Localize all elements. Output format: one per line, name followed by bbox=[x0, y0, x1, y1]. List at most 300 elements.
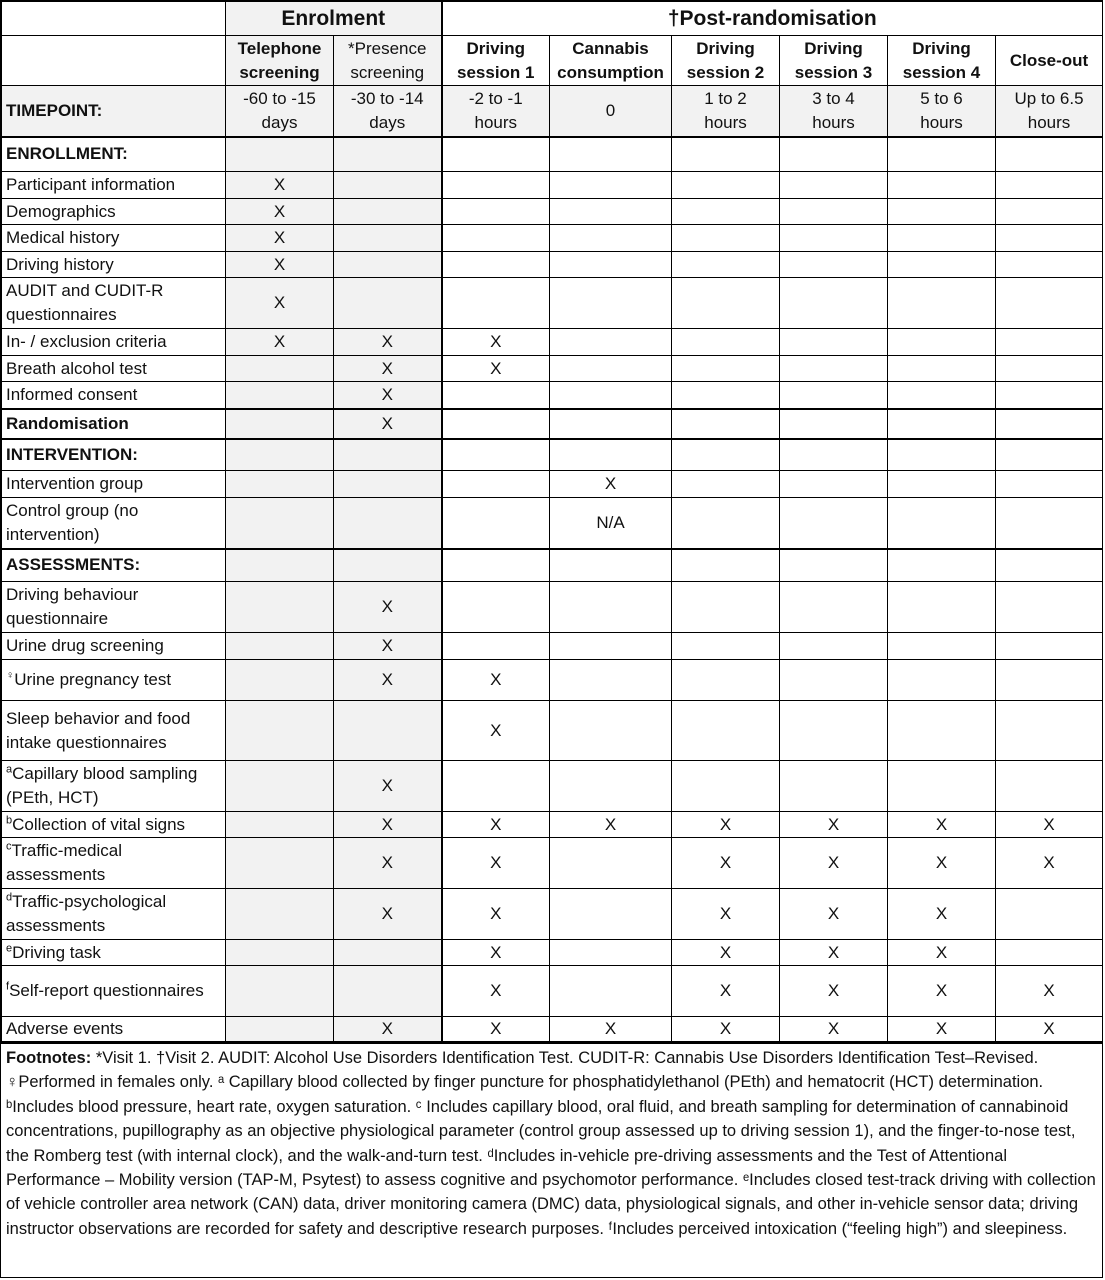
section-label: ASSESSMENTS: bbox=[2, 549, 226, 582]
row-label-text: Driving task bbox=[12, 942, 101, 962]
mark-cell: X bbox=[442, 660, 550, 701]
empty-cell bbox=[780, 137, 888, 172]
empty-cell bbox=[780, 199, 888, 225]
row-label-text: Capillary blood sampling (PEth, HCT) bbox=[6, 764, 198, 807]
empty-cell bbox=[672, 382, 780, 409]
mark-cell: X bbox=[888, 838, 996, 889]
col-header-driving-session-3: Driving session 3 bbox=[780, 36, 888, 86]
empty-cell bbox=[226, 356, 334, 382]
empty-cell bbox=[442, 549, 550, 582]
row-label bbox=[2, 761, 226, 812]
empty-cell bbox=[996, 382, 1103, 409]
empty-cell bbox=[780, 329, 888, 356]
mark-cell: X bbox=[442, 329, 550, 356]
empty-cell bbox=[334, 199, 442, 225]
table-row bbox=[2, 225, 1103, 252]
row-label bbox=[2, 172, 226, 199]
empty-cell bbox=[550, 382, 672, 409]
col-header-cannabis-consumption: Cannabis consumption bbox=[550, 36, 672, 86]
row-label-text: Informed consent bbox=[6, 384, 138, 404]
empty-cell bbox=[442, 172, 550, 199]
table-row bbox=[2, 660, 1103, 701]
empty-cell bbox=[888, 225, 996, 252]
empty-cell bbox=[996, 701, 1103, 761]
empty-cell bbox=[996, 329, 1103, 356]
empty-cell bbox=[672, 498, 780, 549]
empty-cell bbox=[550, 172, 672, 199]
empty-cell bbox=[888, 633, 996, 660]
empty-cell bbox=[996, 278, 1103, 329]
row-footnote-marker: ♀ bbox=[6, 669, 15, 682]
empty-cell bbox=[550, 633, 672, 660]
empty-cell bbox=[334, 549, 442, 582]
empty-cell bbox=[780, 252, 888, 278]
empty-cell bbox=[672, 172, 780, 199]
empty-cell bbox=[780, 761, 888, 812]
row-label bbox=[2, 278, 226, 329]
mark-cell: X bbox=[226, 252, 334, 278]
post-randomisation-header: †Post-randomisation bbox=[442, 2, 1103, 36]
row-label-text: Intervention group bbox=[6, 474, 144, 493]
empty-cell bbox=[780, 278, 888, 329]
col-header-driving-session-1: Driving session 1 bbox=[442, 36, 550, 86]
row-footnote-marker: b bbox=[6, 813, 13, 826]
empty-cell bbox=[226, 137, 334, 172]
empty-cell bbox=[442, 409, 550, 439]
empty-cell bbox=[888, 199, 996, 225]
row-label bbox=[2, 940, 226, 966]
row-label-text: In- / exclusion criteria bbox=[6, 332, 167, 351]
mark-cell: X bbox=[996, 966, 1103, 1017]
empty-cell bbox=[780, 582, 888, 633]
mark-cell: X bbox=[226, 329, 334, 356]
empty-cell bbox=[550, 549, 672, 582]
timepoint-cell: 1 to 2 hours bbox=[672, 86, 780, 137]
empty-cell bbox=[672, 701, 780, 761]
mark-cell: X bbox=[888, 1017, 996, 1042]
mark-cell: X bbox=[672, 940, 780, 966]
empty-cell bbox=[780, 172, 888, 199]
section-row-intervention bbox=[2, 439, 1103, 471]
mark-cell: X bbox=[888, 889, 996, 940]
empty-cell bbox=[996, 582, 1103, 633]
empty-cell bbox=[780, 225, 888, 252]
empty-cell bbox=[550, 966, 672, 1017]
row-label-text: Sleep behavior and food intake questionnaires bbox=[6, 708, 191, 752]
row-label bbox=[2, 498, 226, 549]
table-row bbox=[2, 199, 1103, 225]
timepoint-cell: 0 bbox=[550, 86, 672, 137]
footnotes-label: Footnotes: bbox=[6, 1049, 92, 1067]
empty-cell bbox=[334, 278, 442, 329]
row-label bbox=[2, 1017, 226, 1042]
footnotes-body: *Visit 1. †Visit 2. AUDIT: Alcohol Use Disorders Identification Test. CUDIT-R: Cannabis Use Disorders Identification Test–Revised. ♀Performed in females only. ᵃ Capillary blood collected by finger puncture for phosphatidylethanol (PEth) and hematocrit (HCT) determination. ᵇIncludes blood pressure, heart rate, oxygen saturation. ᶜ Includes capillary blood, oral fluid, and breath sampling for determination of cannabinoid concentrations, pupillography as an objective physiological parameter (control group assessed up to driving session 1), and the finger-to-nose test, the Romberg test (with internal clock), and the walk-and-turn test. ᵈIncludes in-vehicle pre-driving assessments and the Test of Attentional Performance – Mobility version (TAP-M, Psytest) to assess cognitive and psychomotor performance. ᵉIncludes closed test-track driving with collection of vehicle controller area network (CAN) data, driver monitoring camera (DMC) data, physiological signals, and other in-vehicle sensor data; driving instructor observations are recorded for safety and descriptive research purposes. ᶠIncludes perceived intoxication (“feeling high”) and sleepiness. bbox=[6, 1049, 1096, 1238]
empty-cell bbox=[888, 356, 996, 382]
empty-cell bbox=[780, 701, 888, 761]
empty-cell bbox=[996, 761, 1103, 812]
empty-cell bbox=[442, 199, 550, 225]
empty-cell bbox=[226, 966, 334, 1017]
row-label-text: Self-report questionnaires bbox=[9, 981, 204, 1000]
mark-cell: X bbox=[672, 1017, 780, 1042]
empty-cell bbox=[780, 549, 888, 582]
empty-cell bbox=[550, 409, 672, 439]
mark-cell: X bbox=[334, 838, 442, 889]
empty-cell bbox=[888, 409, 996, 439]
mark-cell: X bbox=[780, 889, 888, 940]
empty-cell bbox=[780, 409, 888, 439]
row-label bbox=[2, 199, 226, 225]
section-row-enrollment bbox=[2, 137, 1103, 172]
row-footnote-marker: a bbox=[6, 763, 13, 776]
empty-cell bbox=[888, 382, 996, 409]
empty-cell bbox=[888, 498, 996, 549]
empty-cell bbox=[996, 172, 1103, 199]
mark-cell: X bbox=[226, 172, 334, 199]
row-footnote-marker: c bbox=[6, 840, 12, 853]
empty-cell bbox=[550, 582, 672, 633]
empty-cell bbox=[996, 471, 1103, 498]
empty-cell bbox=[780, 660, 888, 701]
mark-cell: X bbox=[334, 582, 442, 633]
empty-cell bbox=[550, 889, 672, 940]
col-header-driving-session-4: Driving session 4 bbox=[888, 36, 996, 86]
table-row bbox=[2, 838, 1103, 889]
empty-cell bbox=[334, 252, 442, 278]
col-header-driving-session-2: Driving session 2 bbox=[672, 36, 780, 86]
empty-cell bbox=[334, 137, 442, 172]
empty-cell bbox=[226, 382, 334, 409]
row-label bbox=[2, 382, 226, 409]
mark-cell: X bbox=[442, 838, 550, 889]
mark-cell: X bbox=[334, 382, 442, 409]
empty-cell bbox=[888, 278, 996, 329]
empty-cell bbox=[996, 889, 1103, 940]
table-row bbox=[2, 172, 1103, 199]
empty-cell bbox=[442, 137, 550, 172]
empty-cell bbox=[550, 137, 672, 172]
empty-cell bbox=[672, 199, 780, 225]
section-label: INTERVENTION: bbox=[2, 439, 226, 471]
row-label-text: AUDIT and CUDIT-R questionnaires bbox=[6, 281, 164, 324]
row-label bbox=[2, 966, 226, 1017]
empty-cell bbox=[334, 471, 442, 498]
row-label bbox=[2, 812, 226, 838]
empty-cell bbox=[226, 660, 334, 701]
mark-cell: X bbox=[780, 940, 888, 966]
table-row bbox=[2, 582, 1103, 633]
empty-cell bbox=[780, 471, 888, 498]
mark-cell: X bbox=[442, 940, 550, 966]
empty-cell bbox=[550, 199, 672, 225]
table-row bbox=[2, 761, 1103, 812]
empty-cell bbox=[888, 137, 996, 172]
row-footnote-marker: e bbox=[6, 941, 13, 954]
row-label-text: Urine pregnancy test bbox=[14, 670, 172, 689]
timepoint-cell: -30 to -14 days bbox=[334, 86, 442, 137]
timepoint-cell: -2 to -1 hours bbox=[442, 86, 550, 137]
empty-cell bbox=[996, 439, 1103, 471]
timepoint-label: TIMEPOINT: bbox=[2, 86, 226, 137]
empty-cell bbox=[888, 761, 996, 812]
table-row bbox=[2, 701, 1103, 761]
empty-cell bbox=[996, 137, 1103, 172]
mark-cell: X bbox=[442, 812, 550, 838]
mark-cell: X bbox=[334, 761, 442, 812]
table-row bbox=[2, 633, 1103, 660]
mark-cell: X bbox=[334, 633, 442, 660]
row-label-text: Randomisation bbox=[6, 413, 129, 433]
empty-cell bbox=[550, 356, 672, 382]
empty-cell bbox=[672, 761, 780, 812]
empty-cell bbox=[672, 549, 780, 582]
empty-cell bbox=[226, 889, 334, 940]
empty-cell bbox=[672, 633, 780, 660]
empty-cell bbox=[226, 940, 334, 966]
empty-cell bbox=[442, 252, 550, 278]
timepoint-cell: 3 to 4 hours bbox=[780, 86, 888, 137]
mark-cell: X bbox=[226, 225, 334, 252]
empty-cell bbox=[550, 439, 672, 471]
row-label bbox=[2, 409, 226, 439]
section-row-assessments bbox=[2, 549, 1103, 582]
empty-cell bbox=[442, 761, 550, 812]
timepoint-cell: 5 to 6 hours bbox=[888, 86, 996, 137]
col-header-telephone-screening: Telephone screening bbox=[226, 36, 334, 86]
row-footnote-marker: d bbox=[6, 891, 13, 904]
mark-cell: X bbox=[780, 1017, 888, 1042]
mark-cell: X bbox=[550, 812, 672, 838]
mark-cell: X bbox=[780, 838, 888, 889]
mark-cell: X bbox=[334, 409, 442, 439]
empty-cell bbox=[550, 225, 672, 252]
mark-cell: X bbox=[672, 966, 780, 1017]
empty-cell bbox=[550, 329, 672, 356]
table-row bbox=[2, 498, 1103, 549]
mark-cell: X bbox=[334, 329, 442, 356]
timepoint-cell: Up to 6.5 hours bbox=[996, 86, 1103, 137]
row-label bbox=[2, 838, 226, 889]
mark-cell: X bbox=[334, 889, 442, 940]
empty-cell bbox=[226, 633, 334, 660]
empty-cell bbox=[672, 137, 780, 172]
empty-cell bbox=[226, 701, 334, 761]
empty-cell bbox=[672, 278, 780, 329]
empty-cell bbox=[888, 660, 996, 701]
table-row bbox=[2, 356, 1103, 382]
mark-cell: N/A bbox=[550, 498, 672, 549]
empty-cell bbox=[442, 382, 550, 409]
empty-cell bbox=[442, 278, 550, 329]
empty-cell bbox=[996, 409, 1103, 439]
empty-cell bbox=[442, 633, 550, 660]
row-label-text: Urine drug screening bbox=[6, 636, 164, 655]
empty-cell bbox=[550, 278, 672, 329]
header-group-row bbox=[2, 2, 1103, 36]
empty-cell bbox=[888, 549, 996, 582]
empty-cell bbox=[672, 471, 780, 498]
table-row bbox=[2, 329, 1103, 356]
mark-cell: X bbox=[672, 889, 780, 940]
mark-cell: X bbox=[334, 356, 442, 382]
empty-cell bbox=[334, 439, 442, 471]
column-header-row bbox=[2, 36, 1103, 86]
table-row bbox=[2, 940, 1103, 966]
row-label-text: Demographics bbox=[6, 201, 116, 221]
empty-cell bbox=[780, 498, 888, 549]
section-label: ENROLLMENT: bbox=[2, 137, 226, 172]
empty-cell bbox=[442, 471, 550, 498]
empty-cell bbox=[888, 471, 996, 498]
footnotes bbox=[1, 1042, 1102, 1241]
empty-cell bbox=[672, 329, 780, 356]
mark-cell: X bbox=[888, 812, 996, 838]
table-row bbox=[2, 252, 1103, 278]
empty-cell bbox=[334, 966, 442, 1017]
table-row bbox=[2, 966, 1103, 1017]
table-row bbox=[2, 278, 1103, 329]
empty-cell bbox=[672, 225, 780, 252]
mark-cell: X bbox=[226, 278, 334, 329]
mark-cell: X bbox=[334, 812, 442, 838]
empty-cell bbox=[888, 701, 996, 761]
mark-cell: X bbox=[672, 838, 780, 889]
empty-cell bbox=[550, 252, 672, 278]
empty-cell bbox=[780, 356, 888, 382]
empty-cell bbox=[226, 1017, 334, 1042]
mark-cell: X bbox=[996, 1017, 1103, 1042]
mark-cell: X bbox=[996, 838, 1103, 889]
col-header-close-out: Close-out bbox=[996, 36, 1103, 86]
row-label-text: Traffic-medical assessments bbox=[6, 841, 123, 884]
row-label bbox=[2, 356, 226, 382]
mark-cell: X bbox=[334, 1017, 442, 1042]
row-label-text: Medical history bbox=[6, 228, 120, 247]
row-label-text: Control group (no intervention) bbox=[6, 500, 139, 544]
row-label-text: Driving behaviour questionnaire bbox=[6, 585, 139, 628]
empty-cell bbox=[334, 225, 442, 252]
row-label bbox=[2, 329, 226, 356]
empty-cell bbox=[226, 582, 334, 633]
mark-cell: X bbox=[780, 812, 888, 838]
empty-cell bbox=[996, 549, 1103, 582]
timepoint-row bbox=[2, 86, 1103, 137]
empty-cell bbox=[226, 761, 334, 812]
table-row bbox=[2, 812, 1103, 838]
empty-cell bbox=[550, 701, 672, 761]
empty-cell bbox=[442, 498, 550, 549]
empty-cell bbox=[996, 633, 1103, 660]
empty-cell bbox=[888, 252, 996, 278]
empty-cell bbox=[442, 582, 550, 633]
row-label bbox=[2, 889, 226, 940]
empty-cell bbox=[442, 225, 550, 252]
mark-cell: X bbox=[550, 471, 672, 498]
empty-cell bbox=[672, 252, 780, 278]
row-footnote-marker: f bbox=[6, 980, 10, 993]
empty-cell bbox=[442, 439, 550, 471]
empty-cell bbox=[888, 329, 996, 356]
row-label-text: Adverse events bbox=[6, 1019, 124, 1038]
empty-cell bbox=[550, 838, 672, 889]
empty-cell bbox=[226, 409, 334, 439]
mark-cell: X bbox=[226, 199, 334, 225]
empty-cell bbox=[996, 940, 1103, 966]
empty-cell bbox=[334, 940, 442, 966]
schedule-table bbox=[1, 1, 1103, 1042]
empty-cell bbox=[996, 225, 1103, 252]
mark-cell: X bbox=[442, 1017, 550, 1042]
col-header-presence-screening: *Presence screening bbox=[334, 36, 442, 86]
empty-cell bbox=[780, 633, 888, 660]
row-label-text: Collection of vital signs bbox=[12, 814, 186, 834]
empty-cell bbox=[226, 812, 334, 838]
empty-cell bbox=[888, 172, 996, 199]
empty-cell bbox=[996, 498, 1103, 549]
mark-cell: X bbox=[442, 966, 550, 1017]
mark-cell: X bbox=[442, 701, 550, 761]
mark-cell: X bbox=[442, 356, 550, 382]
empty-cell bbox=[780, 439, 888, 471]
empty-cell bbox=[226, 439, 334, 471]
enrolment-header: Enrolment bbox=[226, 2, 442, 36]
mark-cell: X bbox=[888, 966, 996, 1017]
empty-cell bbox=[996, 660, 1103, 701]
empty-cell bbox=[672, 439, 780, 471]
empty-cell bbox=[550, 660, 672, 701]
empty-cell bbox=[334, 701, 442, 761]
empty-cell bbox=[226, 498, 334, 549]
empty-cell bbox=[996, 356, 1103, 382]
mark-cell: X bbox=[888, 940, 996, 966]
mark-cell: X bbox=[996, 812, 1103, 838]
column-header-blank bbox=[2, 36, 226, 86]
mark-cell: X bbox=[442, 889, 550, 940]
empty-cell bbox=[888, 582, 996, 633]
empty-cell bbox=[888, 439, 996, 471]
empty-cell bbox=[226, 549, 334, 582]
empty-cell bbox=[672, 356, 780, 382]
row-label bbox=[2, 582, 226, 633]
empty-cell bbox=[672, 582, 780, 633]
mark-cell: X bbox=[780, 966, 888, 1017]
empty-cell bbox=[334, 498, 442, 549]
row-label-text: Traffic-psychological assessments bbox=[6, 892, 167, 935]
empty-cell bbox=[334, 172, 442, 199]
empty-cell bbox=[226, 838, 334, 889]
empty-cell bbox=[780, 382, 888, 409]
empty-cell bbox=[550, 761, 672, 812]
mark-cell: X bbox=[672, 812, 780, 838]
header-blank-cell bbox=[2, 2, 226, 36]
empty-cell bbox=[226, 471, 334, 498]
row-label-text: Driving history bbox=[6, 254, 114, 274]
row-label-text: Participant information bbox=[6, 175, 176, 194]
mark-cell: X bbox=[550, 1017, 672, 1042]
row-label bbox=[2, 660, 226, 701]
table-row bbox=[2, 409, 1103, 439]
row-label bbox=[2, 633, 226, 660]
row-label bbox=[2, 471, 226, 498]
table-row bbox=[2, 1017, 1103, 1042]
empty-cell bbox=[996, 199, 1103, 225]
table-row bbox=[2, 471, 1103, 498]
table-row bbox=[2, 889, 1103, 940]
empty-cell bbox=[550, 940, 672, 966]
empty-cell bbox=[672, 409, 780, 439]
row-label-text: Breath alcohol test bbox=[6, 358, 147, 378]
row-label bbox=[2, 252, 226, 278]
